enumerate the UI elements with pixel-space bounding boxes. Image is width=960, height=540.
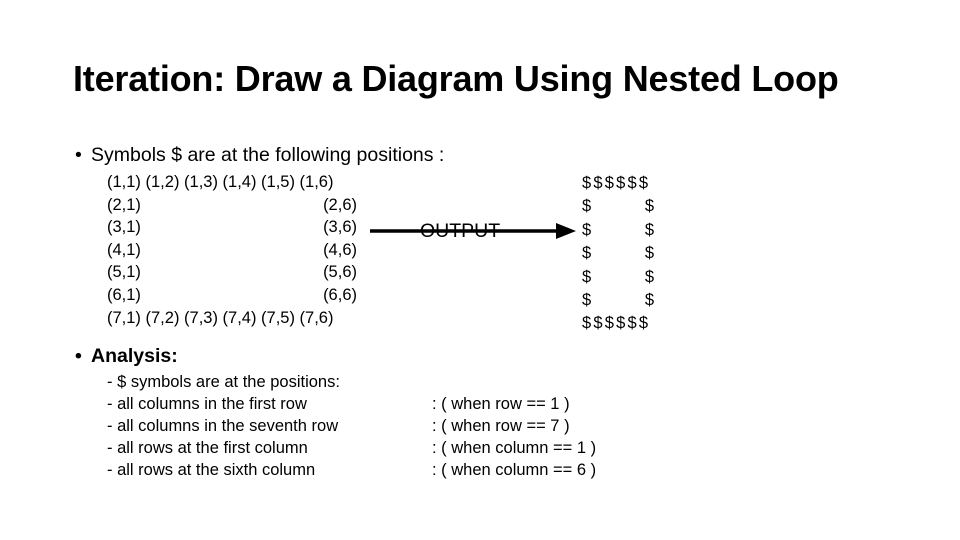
coord-row [107,284,357,307]
output-row-text: $$$$$$ [582,314,651,333]
coord-row [107,307,357,330]
output-row-side [582,195,658,218]
output-diagram [582,172,658,336]
output-row-side [582,242,658,265]
condition-line: : ( when column == 1 ) [432,439,597,457]
slide-title: Iteration: Draw a Diagram Using Nested Loop [73,58,839,99]
bullet-symbols-text: Symbols $ are at the following positions : [91,144,445,166]
analysis-line: - all rows at the first column [107,439,308,457]
bullet-analysis [75,345,178,368]
output-row-side [582,266,658,289]
coord-left: (1,1) (1,2) (1,3) (1,4) (1,5) (1,6) [107,173,334,191]
coord-left: (4,1) [107,240,141,259]
coord-right: (5,6) [323,263,357,282]
coord-row [107,216,357,239]
output-left-dollar: $ [582,220,592,239]
condition-line: : ( when row == 7 ) [432,417,570,435]
coordinate-list [107,171,357,329]
coord-right: (2,6) [323,195,357,214]
output-left-dollar: $ [582,267,592,286]
output-right-dollar: $ [644,220,654,239]
output-left-dollar: $ [582,197,592,216]
coord-right: (4,6) [323,240,357,259]
condition-line: : ( when column == 6 ) [432,461,597,479]
output-right-dollar: $ [644,244,654,263]
bullet-dot: • [75,345,82,367]
coord-row [107,194,357,217]
analysis-line: - all columns in the first row [107,395,307,413]
coord-row [107,239,357,262]
output-label: OUTPUT [420,220,501,242]
output-row-side [582,219,658,242]
output-right-dollar: $ [644,290,654,309]
analysis-line: - all columns in the seventh row [107,417,339,435]
bullet-symbols [75,144,444,167]
output-right-dollar: $ [644,267,654,286]
condition-list [432,393,596,481]
bullet-dot: • [75,144,82,166]
output-left-dollar: $ [582,290,592,309]
output-left-dollar: $ [582,244,592,263]
bullet-analysis-text: Analysis: [91,345,178,367]
coord-right: (6,6) [323,285,357,304]
output-right-dollar: $ [644,197,654,216]
coord-left: (6,1) [107,285,141,304]
analysis-list [107,371,340,481]
analysis-line: - all rows at the sixth column [107,461,316,479]
coord-right: (3,6) [323,218,357,237]
output-row-top [582,172,658,195]
output-row-bottom [582,312,658,335]
coord-row [107,261,357,284]
coord-left: (7,1) (7,2) (7,3) (7,4) (7,5) (7,6) [107,308,334,327]
analysis-line: - $ symbols are at the positions: [107,373,340,391]
coord-left: (3,1) [107,218,141,237]
coord-row [107,171,357,194]
output-row-side [582,289,658,312]
coord-left: (5,1) [107,263,141,282]
output-row-text: $$$$$$ [582,174,651,192]
coord-left: (2,1) [107,195,141,214]
condition-line: : ( when row == 1 ) [432,395,570,413]
